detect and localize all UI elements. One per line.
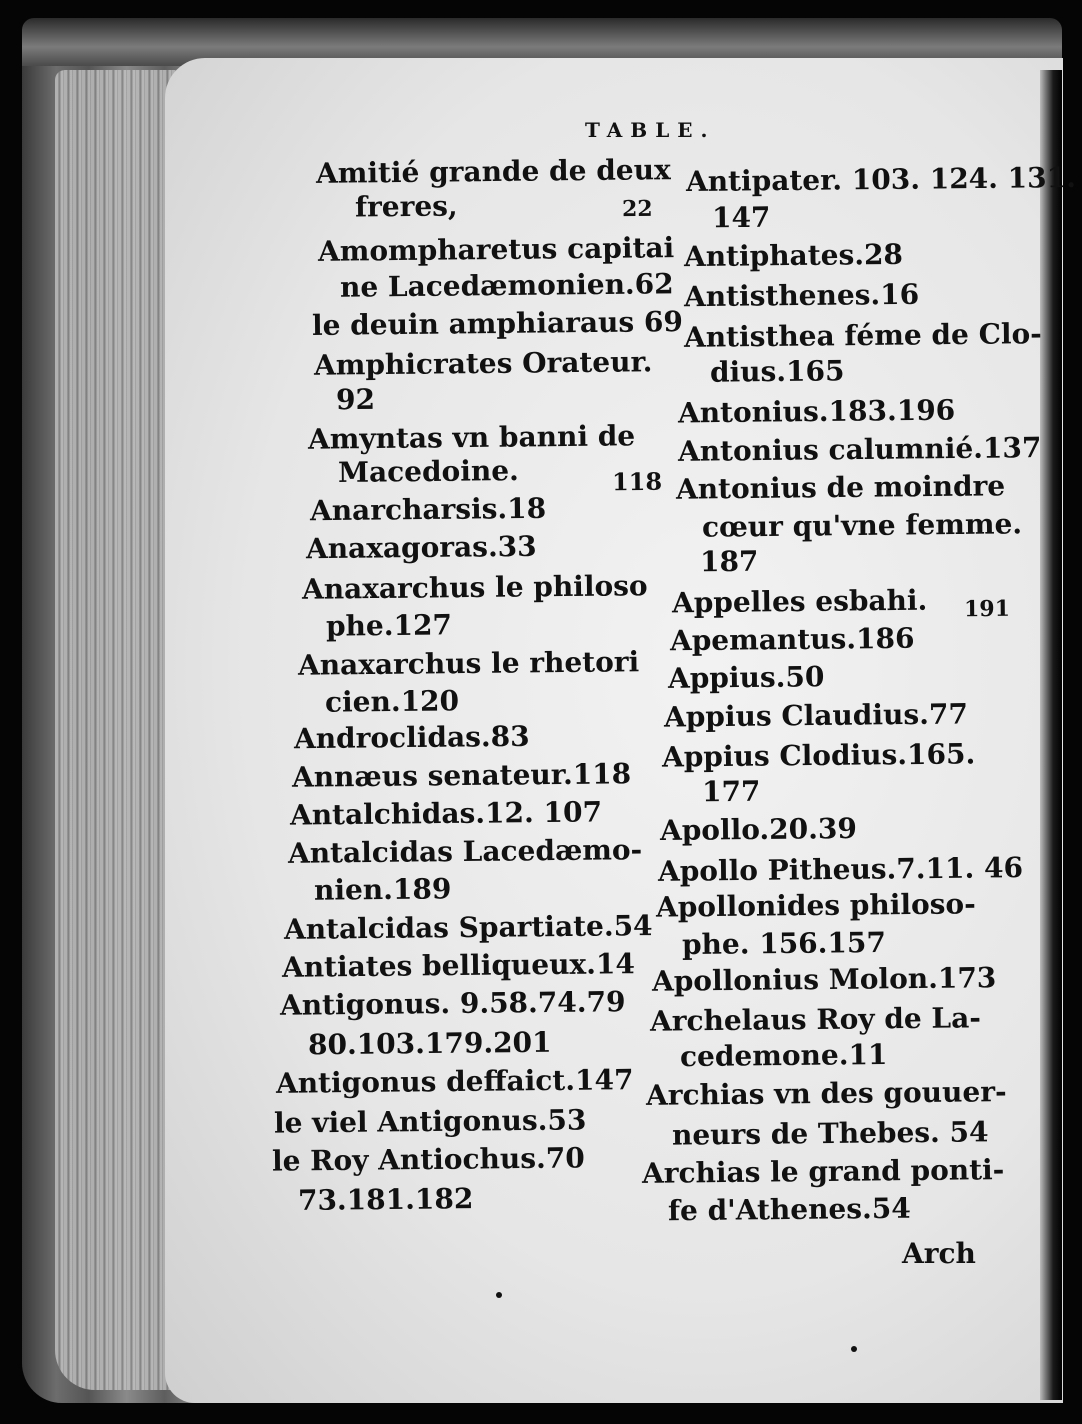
index-entry: Appius.50 bbox=[667, 660, 825, 695]
index-entry-page: 191 bbox=[963, 595, 1011, 623]
catchword: Arch bbox=[902, 1237, 976, 1270]
index-entry: Antiphates.28 bbox=[683, 237, 904, 274]
page-heading: TABLE. bbox=[585, 118, 716, 142]
index-entry: Apemantus.186 bbox=[669, 621, 915, 658]
index-entry: Annæus senateur.118 bbox=[291, 757, 632, 794]
index-entry-cont: cien.120 bbox=[324, 684, 460, 719]
index-entry: Antonius calumnié.137 bbox=[677, 431, 1042, 468]
index-entry-cont: freres, bbox=[354, 189, 458, 224]
index-entry-cont: fe d'Athenes.54 bbox=[667, 1191, 911, 1228]
index-entry: Apollonides philoso- bbox=[655, 887, 976, 924]
index-entry: Amompharetus capitai bbox=[317, 231, 675, 268]
index-entry: Apollo.20.39 bbox=[659, 811, 858, 848]
index-entry: le deuin amphiaraus 69 bbox=[311, 305, 684, 342]
index-entry: Androclidas.83 bbox=[293, 719, 530, 756]
index-entry-cont: 187 bbox=[699, 544, 759, 579]
index-entry: Antisthenes.16 bbox=[683, 277, 920, 314]
index-entry: Antigonus. 9.58.74.79 bbox=[279, 985, 626, 1022]
index-entry-cont: neurs de Thebes. 54 bbox=[671, 1115, 989, 1152]
index-entry: Antigonus deffaict.147 bbox=[275, 1063, 634, 1100]
book-gutter bbox=[1040, 70, 1062, 1400]
index-entry: Antipater. 103. 124. 131. bbox=[685, 160, 1077, 199]
index-entry-cont: 80.103.179.201 bbox=[307, 1025, 552, 1062]
index-entry-cont: phe. 156.157 bbox=[681, 925, 887, 962]
index-entry: Archias vn des gouuer- bbox=[645, 1075, 1007, 1112]
index-entry: Antalcidas Lacedæmo- bbox=[287, 833, 643, 870]
index-entry: Appelles esbahi. bbox=[671, 583, 928, 620]
index-entry: Antalchidas.12. 107 bbox=[289, 795, 603, 832]
index-entry: Anaxarchus le philoso bbox=[301, 569, 648, 606]
index-entry: Appius Clodius.165. bbox=[661, 737, 976, 774]
index-entry: Anaxagoras.33 bbox=[305, 529, 537, 566]
index-entry: Apollonius Molon.173 bbox=[651, 961, 997, 998]
index-entry: Archelaus Roy de La- bbox=[649, 1001, 982, 1038]
index-entry: Antalcidas Spartiate.54 bbox=[283, 909, 653, 946]
index-entry: Anaxarchus le rhetori bbox=[297, 645, 640, 682]
index-entry: Amyntas vn banni de bbox=[307, 419, 636, 456]
index-entry: le Roy Antiochus.70 bbox=[271, 1141, 585, 1178]
index-entry-cont: 147 bbox=[711, 200, 771, 235]
index-entry-cont: nien.189 bbox=[313, 872, 452, 907]
index-entry-cont: cedemone.11 bbox=[679, 1037, 888, 1074]
index-entry: Amphicrates Orateur. bbox=[313, 345, 653, 382]
index-entry: Antonius de moindre bbox=[675, 469, 1006, 506]
index-entry-page: 118 bbox=[611, 466, 663, 497]
index-entry-cont: 73.181.182 bbox=[297, 1182, 474, 1217]
index-entry-page: 22 bbox=[621, 195, 653, 223]
index-entry: Appius Claudius.77 bbox=[663, 697, 969, 734]
index-entry: Amitié grande de deux bbox=[315, 153, 671, 190]
index-entry: Anarcharsis.18 bbox=[309, 491, 547, 528]
index-entry: le viel Antigonus.53 bbox=[273, 1103, 587, 1140]
index-entry: Apollo Pitheus.7.11. 46 bbox=[657, 851, 1024, 888]
index-entry-cont: cœur qu'vne femme. bbox=[701, 507, 1023, 544]
index-entry-cont: Macedoine. bbox=[337, 454, 519, 489]
index-entry-cont: ne Lacedæmonien.62 bbox=[339, 267, 674, 304]
index-entry-cont: 92 bbox=[335, 382, 376, 417]
index-entry: Archias le grand ponti- bbox=[641, 1153, 1005, 1190]
index-entry-cont: dius.165 bbox=[709, 354, 845, 389]
index-entry-cont: phe.127 bbox=[325, 608, 453, 643]
ink-speck bbox=[496, 1292, 502, 1298]
index-entry: Antisthea féme de Clo- bbox=[683, 317, 1042, 354]
index-entry-cont: 177 bbox=[701, 774, 761, 809]
ink-speck bbox=[851, 1346, 857, 1352]
index-entry: Antiates belliqueux.14 bbox=[281, 947, 636, 984]
index-entry: Antonius.183.196 bbox=[677, 393, 956, 430]
